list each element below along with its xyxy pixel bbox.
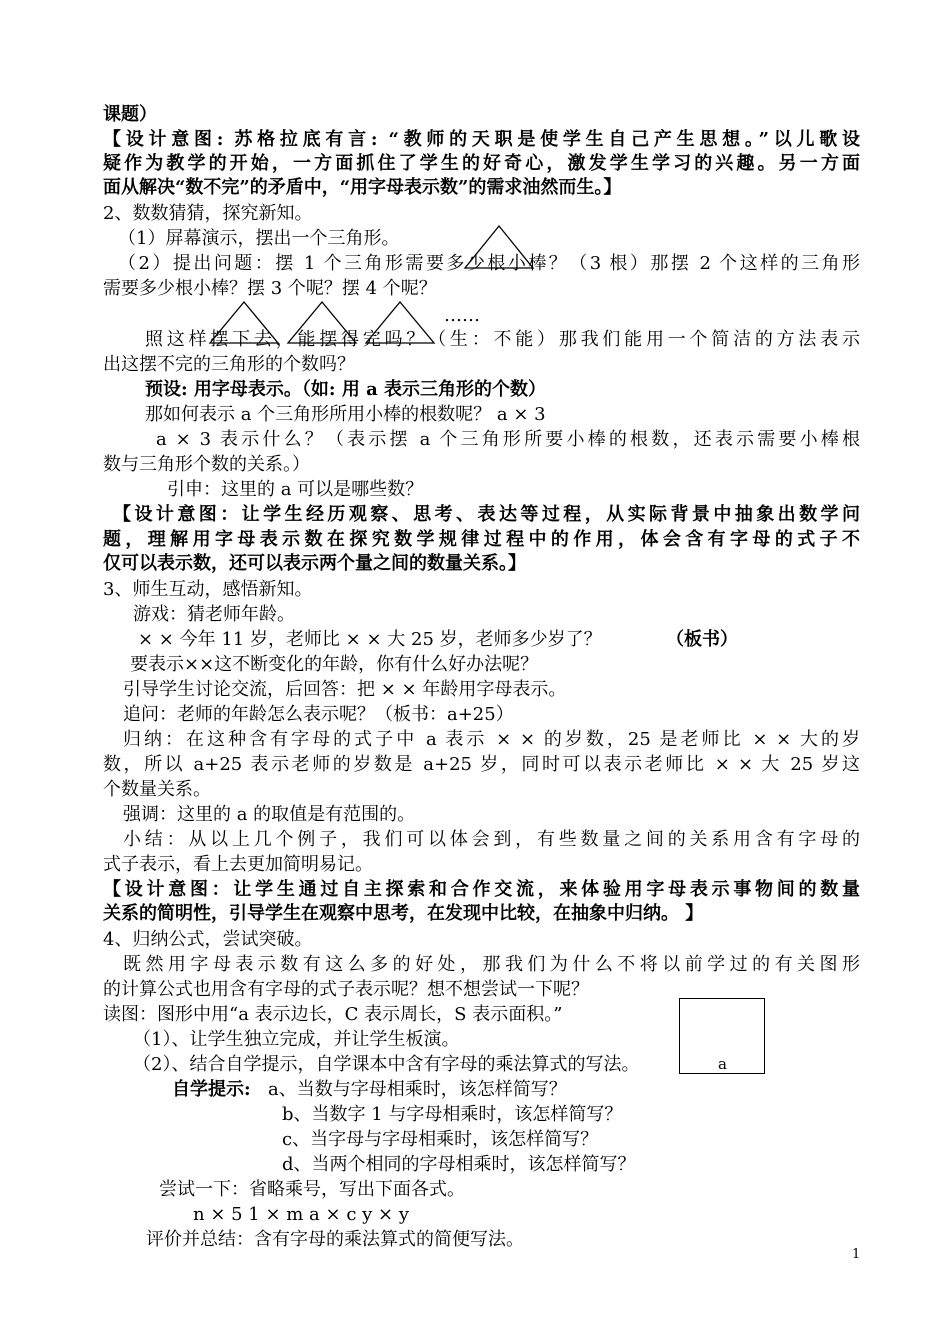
design-intent-1-line-2: 疑作为教学的开始，一方面抓住了学生的好奇心，激发学生学习的兴趣。另一方面 [103,153,860,174]
line-38: 读图：图形中用“a 表示边长，C 表示周长，S 表示面积。” [103,1004,563,1025]
section-2-heading: 2、数数猜猜，探究新知。 [103,203,313,224]
line-24: 要表示××这不断变化的年龄，你有什么好办法呢？ [130,654,539,675]
hint-d: d、当两个相同的字母相乘时，该怎样简写？ [282,1154,636,1175]
line-25: 引导学生讨论交流，后回答：把 × × 年龄用字母表示。 [123,679,567,700]
line-26: 追问：老师的年龄怎么表示呢？（板书：a+25） [123,704,514,725]
line-1: 课题） [103,104,157,125]
self-study-hint-label: 自学提示: [172,1079,251,1100]
line-36: 既然用字母表示数有这么多的好处，那我们为什么不将以前学过的有关图形 [123,954,860,975]
line-48: 评价并总结：含有字母的乘法算式的简便写法。 [146,1229,524,1250]
ellipsis: …… [444,305,480,326]
line-27: 归纳：在这种含有字母的式子中 a 表示 × × 的岁数，25 是老师比 × × 大的岁 [123,729,860,750]
line-15: 数与三角形个数的关系。） [103,454,310,475]
hint-b: b、当数字 1 与字母相乘时，该怎样简写？ [282,1104,623,1125]
line-39: （1）、让学生独立完成，并让学生板演。 [133,1029,460,1050]
design-intent-2-line-3: 仅可以表示数，还可以表示两个量之间的数量关系。】 [103,553,526,574]
hint-c: c、当字母与字母相乘时，该怎样简写？ [282,1129,599,1150]
line-37: 的计算公式也用含有字母的式子表示呢？想不想尝试一下呢？ [103,979,589,1000]
line-28: 数，所以 a+25 表示老师的岁数是 a+25 岁，同时可以表示老师比 × × 大 25 岁这 [103,754,860,775]
section-3-heading: 3、师生互动，感悟新知。 [103,579,313,600]
design-intent-3-line-1: 【设计意图：让学生通过自主探索和合作交流，来体验用字母表示事物间的数量 [103,879,860,900]
line-16: 引申：这里的 a 可以是哪些数？ [167,479,424,500]
board-note: （板书） [666,629,738,650]
line-10: 照这样摆下去，能摆得完吗？（生：不能）那我们能用一个简洁的方法表示 [145,329,860,350]
design-intent-1-line-1: 【设计意图: 苏格拉底有言: “教师的天职是使学生自己产生思想。”以儿歌设 [103,129,860,150]
design-intent-2-line-1: 【设计意图：让学生经历观察、思考、表达等过程，从实际背景中抽象出数学问 [113,504,860,525]
section-4-heading: 4、归纳公式，尝试突破。 [103,929,313,950]
design-intent-1-line-3: 面从解决“数不完”的矛盾中，“用字母表示数”的需求油然而生。】 [103,177,622,198]
page-number: 1 [852,1247,861,1262]
design-intent-3-line-2: 关系的简明性，引导学生在观察中思考，在发现中比较，在抽象中归纳。 】 [103,903,704,924]
line-22: × × 今年 11 岁，老师比 × × 大 25 岁，老师多少岁了？ [138,629,602,650]
line-14: a × 3 表示什么？（表示摆 a 个三角形所要小棒的根数，还表示需要小棒根 [156,429,860,450]
line-8: 需要多少根小棒？摆 3 个呢？摆 4 个呢？ [103,278,437,299]
square-figure [679,998,765,1074]
line-31: 小结：从以上几个例子，我们可以体会到，有些数量之间的关系用含有字母的 [123,829,860,850]
line-6: （1）屏幕演示，摆出一个三角形。 [118,228,400,249]
line-46: 尝试一下：省略乘号，写出下面各式。 [159,1179,465,1200]
line-11: 出这摆不完的三角形的个数吗？ [103,354,355,375]
line-13: 那如何表示 a 个三角形所用小棒的根数呢？ a × 3 [145,404,546,425]
line-30: 强调：这里的 a 的取值是有范围的。 [123,804,416,825]
design-intent-2-line-2: 题，理解用字母表示数在探究数学规律过程中的作用，体会含有字母的式子不 [103,529,860,550]
expressions-line: n × 5 1 × m a × c y × y [193,1204,409,1225]
line-21: 游戏：猜老师年龄。 [133,604,295,625]
line-40: （2）、结合自学提示，自学课本中含有字母的乘法算式的写法。 [133,1054,640,1075]
square-side-label: a [718,1055,727,1073]
line-29: 个数量关系。 [103,779,211,800]
preset-line: 预设: 用字母表示。（如: 用 a 表示三角形的个数） [145,379,547,400]
hint-a: a、当数与字母相乘时，该怎样简写？ [268,1079,567,1100]
line-7: （2）提出问题：摆 1 个三角形需要多少根小棒？（3 根）那摆 2 个这样的三角形 [118,253,860,274]
line-32: 式子表示，看上去更加简明易记。 [103,854,373,875]
